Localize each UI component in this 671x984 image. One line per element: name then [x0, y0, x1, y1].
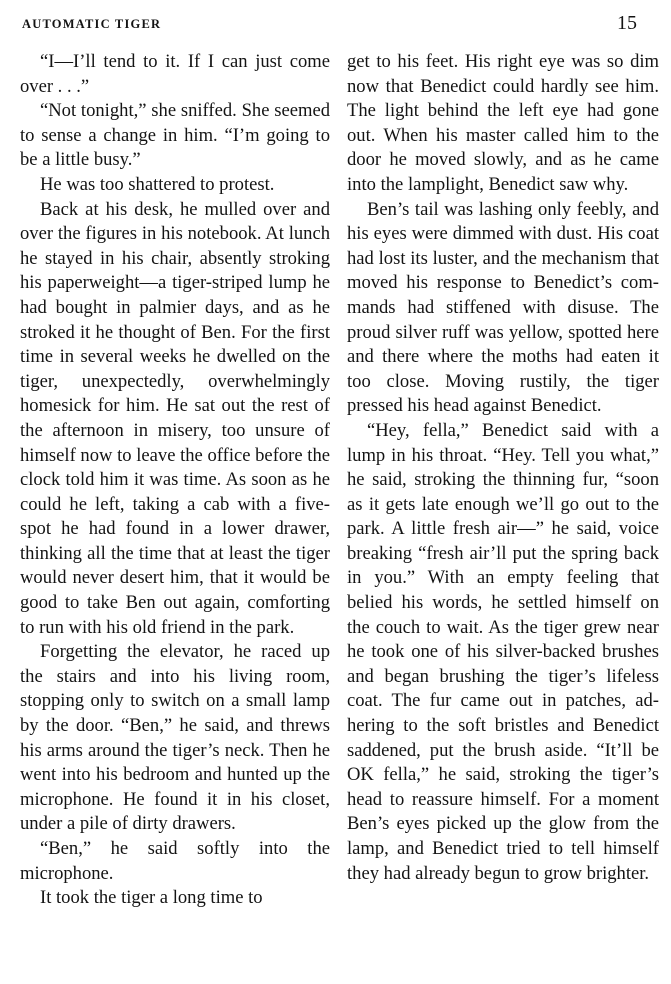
paragraph: It took the tiger a long time to [40, 887, 263, 909]
page-number: 15 [617, 12, 637, 34]
left-column [20, 50, 330, 911]
paragraph: “I—I’ll tend to it. If I can just come over . . .” [20, 51, 330, 97]
paragraph: “Ben,” he said softly into the microphone. [20, 838, 330, 884]
paragraph-continued: get to his feet. His right eye was so dim now that Benedict could hardly see him. The light behind the left eye had gone out. When his master called him to the door he moved slowly, and as he came into the lamplight, Benedict saw why. [347, 51, 659, 195]
paragraph: Back at his desk, he mulled over and over the figures in his notebook. At lunch he stayed in his chair, absently stroking his paperweight—a tiger-striped lump he had bought in palmier days, and as he stroked it he thought of Ben. For the first time in several weeks he dwelled on the tiger, unexpectedly, overwhelmingly homesick for him. He sat out the rest of the afternoon in misery, too unsure of himself now to leave the office before the clock told him it was time. As soon as he could he left, taking a cab with a five-spot he had found in a lower drawer, thinking all the time that at least the tiger would never desert him, that it would be good to take Ben out again, comforting to run with his old friend in the park. [20, 198, 330, 638]
running-title: AUTOMATIC TIGER [22, 17, 162, 31]
paragraph: Forgetting the elevator, he raced up the stairs and into his living room, stopping only to switch on a small lamp by the door. “Ben,” he said, and threws his arms around the tiger’s neck. Then he went into his bedroom and hunted up the microphone. He found it in his closet, under a pile of dirty drawers. [20, 641, 330, 835]
paragraph: He was too shattered to protest. [40, 173, 275, 195]
paragraph: “Hey, fella,” Benedict said with a lump in his throat. “Hey. Tell you what,” he said, stroking the thinning fur, “soon as it gets late enough we’ll go out to the park. A little fresh air—” he said, voice breaking “fresh air’ll put the spring back in you.” With an empty feeling that belied his words, he settled himself on the couch to wait. As the tiger grew near he took one of his silver-backed brushes and began brushing the tiger’s lifeless coat. The fur came out in patches, adhering to the soft bristles and Benedict saddened, put the brush aside. “It’ll be OK fella,” he said, stroking the tiger’s head to reassure himself. For a moment Ben’s eyes picked up the glow from the lamp, and Benedict tried to tell himself they had already begun to grow brighter. [347, 419, 659, 884]
paragraph: Ben’s tail was lashing only feebly, and his eyes were dimmed with dust. His coat had lost its luster, and the mechanism that moved his response to Benedict’s commands had stiffened with disuse. The proud silver ruff was yellow, spotted here and there where the moths had eaten it too close. Moving rustily, the tiger pressed his head against Benedict. [347, 198, 659, 417]
paragraph: “Not tonight,” she sniffed. She seemed to sense a change in him. “I’m going to be a little busy.” [20, 100, 330, 171]
right-column [347, 50, 659, 886]
